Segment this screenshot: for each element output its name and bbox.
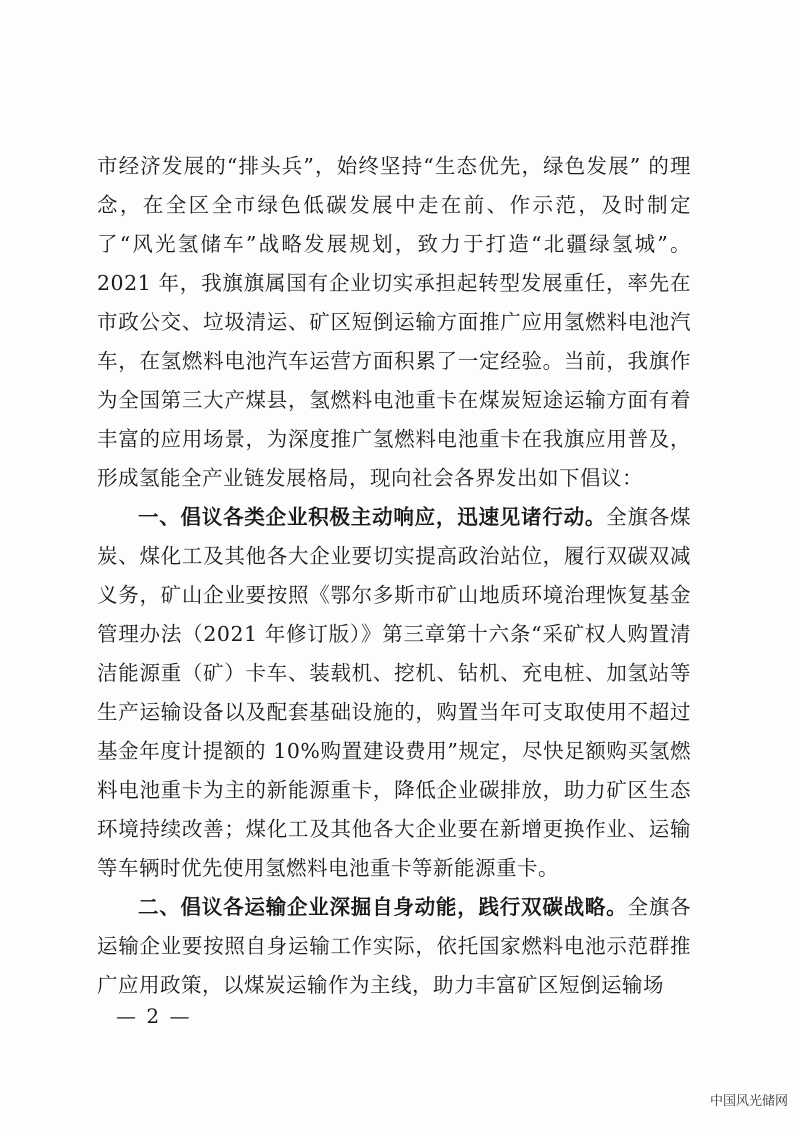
paragraph-3-text: 全旗各运输企业要按照自身运输工作实际，依托国家燃料电池示范群推广应用政策，以煤炭运输作为主线，助力丰富矿区短倒运输场: [97, 895, 692, 997]
paragraph-3-heading: 二、倡议各运输企业深掘自身动能，践行双碳战略。: [138, 895, 628, 919]
document-body: [97, 147, 691, 1005]
page-number: — 2 —: [116, 1004, 192, 1028]
paragraph-3: [97, 888, 691, 1005]
paragraph-2: [97, 498, 691, 888]
paragraph-1: [97, 147, 691, 498]
paragraph-1-text: 市经济发展的“排头兵”，始终坚持“生态优先，绿色发展” 的理念，在全区全市绿色低碳发展中走在前、作示范，及时制定了“风光氢储车”战略发展规划，致力于打造“北疆绿氢城”。2021 年，我旗旗属国有企业切实承担起转型发展重任，率先在市政公交、垃圾清运、矿区短倒运输方面推广应用氢燃料电池汽车，在氢燃料电池汽车运营方面积累了一定经验。当前，我旗作为全国第三大产煤县，氢燃料电池重卡在煤炭短途运输方面有着丰富的应用场景，为深度推广氢燃料电池重卡在我旗应用普及，形成氢能全产业链发展格局，现向社会各界发出如下倡议：: [97, 154, 691, 490]
site-watermark: 中国风光储网: [709, 1094, 788, 1109]
paragraph-2-text: 全旗各煤炭、煤化工及其他各大企业要切实提高政治站位，履行双碳双减义务，矿山企业要按照《鄂尔多斯市矿山地质环境治理恢复基金管理办法（2021 年修订版）》第三章第十六条“采矿权人购置清洁能源重（矿）卡车、装载机、挖机、钻机、充电桩、加氢站等生产运输设备以及配套基础设施的，购置当年可支取使用不超过基金年度计提额的 10%购置建设费用”规定，尽快足额购买氢燃料电池重卡为主的新能源重卡，降低企业碳排放，助力矿区生态环境持续改善；煤化工及其他各大企业要在新增更换作业、运输等车辆时优先使用氢燃料电池重卡等新能源重卡。: [97, 505, 692, 880]
paragraph-2-heading: 一、倡议各类企业积极主动响应，迅速见诸行动。: [138, 505, 607, 529]
